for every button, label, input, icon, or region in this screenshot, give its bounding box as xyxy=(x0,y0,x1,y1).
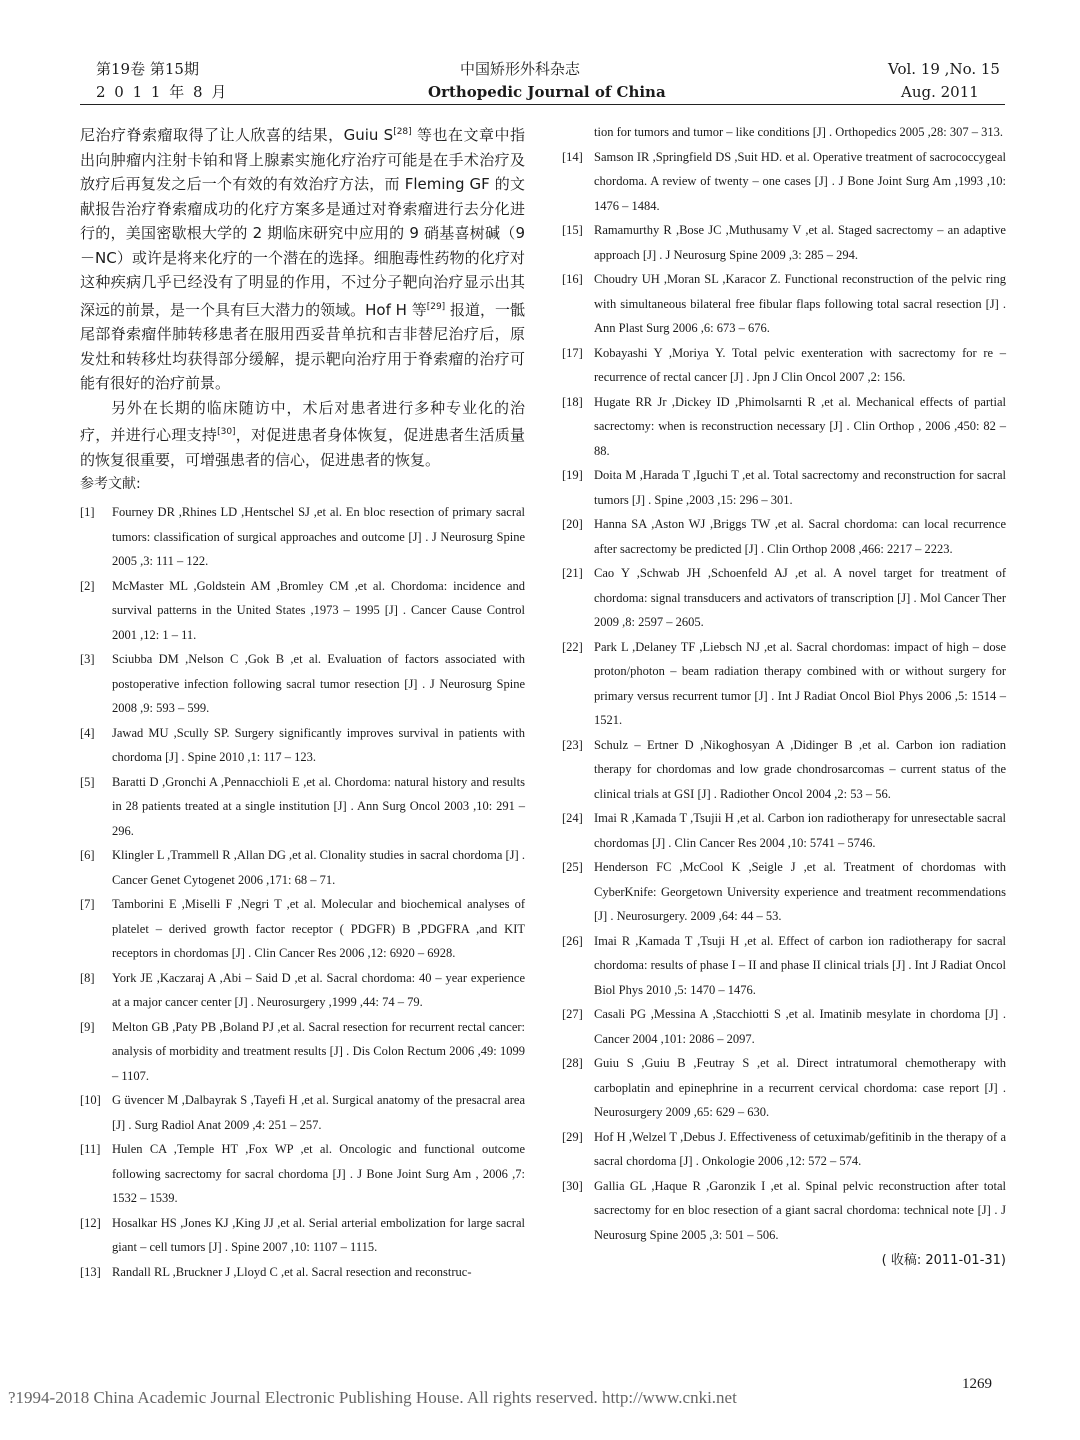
copyright-footer: ?1994-2018 China Academic Journal Electronic Publishing House. All rights reserved. http://www.cnki.net xyxy=(8,1388,737,1407)
reference-text: Hugate RR Jr ,Dickey ID ,Phimolsarnti R ,et al. Mechanical effects of partial sacrectomy: when is reconstruction necessary [J] . Clin Orthop , 2006 ,450: 82 – 88. xyxy=(594,394,1006,458)
citation-mark: [28] xyxy=(393,127,412,137)
body-text: 报道，一骶尾部脊索瘤伴肺转移患者在服用西妥昔单抗和吉非替尼治疗后，原发灶和转移灶均获得部分缓解，提示靶向治疗用于脊索瘤的治疗可能有很好的治疗前景。 xyxy=(80,300,525,392)
reference-number: [8] xyxy=(80,970,95,985)
reference-item xyxy=(562,390,1006,464)
header-journal-cn: 中国矫形外科杂志 xyxy=(460,60,581,78)
reference-text: York JE ,Kaczaraj A ,Abi – Said D ,et al. Sacral chordoma: 40 – year experience at a major cancer center [J] . Neurosurgery ,1999 ,44: 74 – 79. xyxy=(112,970,525,1009)
references-heading: 参考文献: xyxy=(80,476,141,492)
reference-item xyxy=(562,855,1006,929)
header-rule xyxy=(80,104,1005,105)
reference-number: [26] xyxy=(562,933,583,948)
reference-text: Tamborini E ,Miselli F ,Negri T ,et al. Molecular and biochemical analyses of platelet – derived growth factor receptor ( PDGFR) B ,PDGFRA ,and KIT receptors in chordomas [J] . Clin Cancer Res 2006 ,12: 6920 – 6928. xyxy=(112,897,525,960)
reference-text: Samson IR ,Springfield DS ,Suit HD. et al. Operative treatment of sacrococcygeal chordoma. A review of twenty – one cases [J] . J Bone Joint Surg Am ,1993 ,10: 1476 – 1484. xyxy=(594,149,1006,213)
reference-number: [25] xyxy=(562,860,583,874)
header-date-en: Aug. 2011 xyxy=(901,83,979,101)
reference-number: [9] xyxy=(80,1019,95,1034)
reference-number xyxy=(562,120,594,145)
reference-text: Imai R ,Kamada T ,Tsuji H ,et al. Effect of carbon ion radiotherapy for sacral chordoma: results of phase I – II and phase II clinical trials [J] . Int J Radiat Oncol Biol Phys 2010 ,5: 1470 – 1476. xyxy=(594,933,1006,997)
reference-number: [30] xyxy=(562,1178,583,1193)
reference-number: [19] xyxy=(562,468,583,482)
reference-number: [5] xyxy=(80,774,95,789)
reference-number: [24] xyxy=(562,811,583,825)
reference-number: [18] xyxy=(562,394,583,409)
reference-item xyxy=(562,1051,1006,1125)
body-text: 另外在长期的临床随访中，术后对患者进行多种专业化的治疗，并进行心理支持 xyxy=(80,398,525,444)
reference-number: [16] xyxy=(562,272,583,286)
reference-number: [22] xyxy=(562,639,583,654)
reference-text: Choudry UH ,Moran SL ,Karacor Z. Functional reconstruction of the pelvic ring with simultaneous bilateral free fibular flaps following total sacral resection [J] . Ann Plast Surg 2006 ,6: 673 – 676. xyxy=(594,272,1006,335)
reference-item xyxy=(562,145,1006,219)
reference-number: [4] xyxy=(80,725,95,740)
header-volume-en: Vol. 19 ,No. 15 xyxy=(888,60,1000,78)
references-list-right xyxy=(562,120,1006,1247)
reference-item xyxy=(80,574,525,648)
reference-item xyxy=(80,1015,525,1089)
reference-text: Kobayashi Y ,Moriya Y. Total pelvic exenteration with sacrectomy for re – recurrence of rectal cancer [J] . Jpn J Clin Oncol 2007 ,2: 156. xyxy=(594,345,1006,384)
body-paragraph-1 xyxy=(80,120,525,396)
reference-text: G üvencer M ,Dalbayrak S ,Tayefi H ,et al. Surgical anatomy of the presacral area [J] . Surg Radiol Anat 2009 ,4: 251 – 257. xyxy=(112,1093,525,1132)
reference-item xyxy=(562,120,1006,145)
body-text: ，对促进患者身体恢复，促进患者生活质量的恢复很重要，可增强患者的信心，促进患者的恢复。 xyxy=(80,426,525,469)
right-column xyxy=(562,120,1006,1268)
reference-number: [15] xyxy=(562,223,583,237)
reference-number: [17] xyxy=(562,345,583,360)
reference-number: [7] xyxy=(80,897,95,911)
reference-item xyxy=(80,500,525,574)
reference-text: Fourney DR ,Rhines LD ,Hentschel SJ ,et al. En bloc resection of primary sacral tumors: classification of surgical approaches and outcome [J] . J Neurosurg Spine 2005 ,3: 111 – 122. xyxy=(112,505,525,568)
header-date-cn: 2 0 1 1 年 8 月 xyxy=(96,83,229,101)
reference-text: Guiu S ,Guiu B ,Feutray S ,et al. Direct intratumoral chemotherapy with carboplatin and epinephrine in a recurrent cervical chordoma: case report [J] . Neurosurgery 2009 ,65: 629 – 630. xyxy=(594,1056,1006,1119)
reference-text: tion for tumors and tumor – like conditions [J] . Orthopedics 2005 ,28: 307 – 313. xyxy=(594,125,1003,139)
reference-item xyxy=(562,806,1006,855)
reference-number: [1] xyxy=(80,505,95,519)
reference-text: Imai R ,Kamada T ,Tsujii H ,et al. Carbon ion radiotherapy for unresectable sacral chordomas [J] . Clin Cancer Res 2004 ,10: 5741 – 5746. xyxy=(594,811,1006,850)
reference-item xyxy=(562,218,1006,267)
reference-text: Hof H ,Welzel T ,Debus J. Effectiveness of cetuximab/gefitinib in the therapy of a sacral chordoma [J] . Onkologie 2006 ,12: 572 – 574. xyxy=(594,1129,1006,1168)
citation-mark: [30] xyxy=(217,427,236,437)
body-text: 尼治疗脊索瘤取得了让人欣喜的结果，Guiu S xyxy=(80,126,394,144)
reference-text: Melton GB ,Paty PB ,Boland PJ ,et al. Sacral resection for recurrent rectal cancer: analysis of morbidity and treatment results [J] . Dis Colon Rectum 2006 ,49: 1099 – 1107. xyxy=(112,1019,525,1083)
reference-number: [10] xyxy=(80,1093,101,1107)
reference-number: [14] xyxy=(562,149,583,164)
reference-number: [2] xyxy=(80,578,95,593)
reference-item xyxy=(562,929,1006,1003)
reference-text: Hanna SA ,Aston WJ ,Briggs TW ,et al. Sacral chordoma: can local recurrence after sacrectomy be predicted [J] . Clin Orthop 2008 ,466: 2217 – 2223. xyxy=(594,517,1006,556)
left-column xyxy=(80,120,525,1284)
reference-item xyxy=(80,647,525,721)
header-volume-cn: 第19卷 第15期 xyxy=(96,60,199,78)
reference-item xyxy=(562,341,1006,390)
reference-number: [3] xyxy=(80,652,95,666)
reference-text: Casali PG ,Messina A ,Stacchiotti S ,et al. Imatinib mesylate in chordoma [J] . Cancer 2004 ,101: 2086 – 2097. xyxy=(594,1007,1006,1046)
reference-item xyxy=(562,512,1006,561)
reference-text: Hosalkar HS ,Jones KJ ,King JJ ,et al. Serial arterial embolization for large sacral giant – cell tumors [J] . Spine 2007 ,10: 1107 – 1115. xyxy=(112,1215,525,1254)
reference-item xyxy=(80,1137,525,1211)
reference-text: Klingler L ,Trammell R ,Allan DG ,et al. Clonality studies in sacral chordoma [J] . Cancer Genet Cytogenet 2006 ,171: 68 – 71. xyxy=(112,848,525,887)
reference-number: [20] xyxy=(562,517,583,531)
reference-text: Baratti D ,Gronchi A ,Pennacchioli E ,et al. Chordoma: natural history and results in 28 patients treated at a single institution [J] . Ann Surg Oncol 2003 ,10: 291 – 296. xyxy=(112,774,525,838)
reference-text: Doita M ,Harada T ,Iguchi T ,et al. Total sacrectomy and reconstruction for sacral tumors [J] . Spine ,2003 ,15: 296 – 301. xyxy=(594,468,1006,507)
reference-item xyxy=(80,966,525,1015)
body-paragraph-2 xyxy=(80,396,525,473)
reference-number: [6] xyxy=(80,848,95,862)
reference-text: Schulz – Ertner D ,Nikoghosyan A ,Didinger B ,et al. Carbon ion radiation therapy for chordomas and low grade chondrosarcomas – current status of the clinical trials at GSI [J] . Radiother Oncol 2004 ,2: 53 – 56. xyxy=(594,737,1006,801)
reference-text: Cao Y ,Schwab JH ,Schoenfeld AJ ,et al. A novel target for treatment of chordoma: signal transducers and activators of transcription [J] . Mol Cancer Ther 2009 ,8: 2597 – 2605. xyxy=(594,566,1006,629)
reference-item xyxy=(80,843,525,892)
reference-text: Hulen CA ,Temple HT ,Fox WP ,et al. Oncologic and functional outcome following sacrectomy for sacral chordoma [J] . J Bone Joint Surg Am , 2006 ,7: 1532 – 1539. xyxy=(112,1142,525,1205)
reference-item xyxy=(562,1002,1006,1051)
reference-item xyxy=(80,892,525,966)
reference-item xyxy=(562,733,1006,807)
reference-item xyxy=(562,267,1006,341)
reference-item xyxy=(562,1125,1006,1174)
reference-item xyxy=(80,1088,525,1137)
reference-text: Park L ,Delaney TF ,Liebsch NJ ,et al. Sacral chordomas: impact of high – dose proton/photon – beam radiation therapy combined with or without surgery for primary versus recurrent tumor [J] . Int J Radiat Oncol Biol Phys 2006 ,5: 1514 – 1521. xyxy=(594,639,1006,727)
reference-item xyxy=(562,561,1006,635)
reference-number: [21] xyxy=(562,566,583,580)
reference-item xyxy=(562,635,1006,733)
reference-number: [23] xyxy=(562,737,583,752)
reference-text: Gallia GL ,Haque R ,Garonzik I ,et al. Spinal pelvic reconstruction after total sacrectomy for en bloc resection of a giant sacral chordoma: technical note [J] . J Neurosurg Spine 2005 ,3: 501 – 506. xyxy=(594,1178,1006,1242)
reference-number: [12] xyxy=(80,1215,101,1230)
reference-item xyxy=(562,463,1006,512)
reference-text: Randall RL ,Bruckner J ,Lloyd C ,et al. Sacral resection and reconstruc- xyxy=(112,1264,472,1279)
received-date: ( 收稿: 2011-01-31) xyxy=(881,1253,1006,1268)
reference-text: Jawad MU ,Scully SP. Surgery significantly improves survival in patients with chordoma [J] . Spine 2010 ,1: 117 – 123. xyxy=(112,725,525,764)
references-list-left xyxy=(80,500,525,1284)
reference-number: [13] xyxy=(80,1264,101,1279)
citation-mark: [29] xyxy=(426,301,446,312)
reference-text: Ramamurthy R ,Bose JC ,Muthusamy V ,et al. Staged sacrectomy – an adaptive approach [J] . J Neurosurg Spine 2009 ,3: 285 – 294. xyxy=(594,223,1006,262)
reference-number: [11] xyxy=(80,1142,101,1156)
reference-item xyxy=(80,1211,525,1260)
reference-number: [27] xyxy=(562,1007,583,1021)
reference-item xyxy=(80,721,525,770)
header-journal-en: Orthopedic Journal of China xyxy=(428,83,666,101)
reference-item xyxy=(80,770,525,844)
page-number: 1269 xyxy=(962,1376,992,1392)
reference-text: Henderson FC ,McCool K ,Seigle J ,et al. Treatment of chordomas with CyberKnife: Georgetown University experience and treatment recommendations [J] . Neurosurgery. 2009 ,64: 44 – 53. xyxy=(594,860,1006,923)
reference-item xyxy=(80,1260,525,1285)
reference-text: Sciubba DM ,Nelson C ,Gok B ,et al. Evaluation of factors associated with postoperative infection following sacral tumor resection [J] . J Neurosurg Spine 2008 ,9: 593 – 599. xyxy=(112,652,525,715)
reference-item xyxy=(562,1174,1006,1248)
reference-text: McMaster ML ,Goldstein AM ,Bromley CM ,et al. Chordoma: incidence and survival patterns in the United States ,1973 – 1995 [J] . Cancer Cause Control 2001 ,12: 1 – 11. xyxy=(112,578,525,642)
reference-number: [28] xyxy=(562,1056,583,1070)
reference-number: [29] xyxy=(562,1129,583,1144)
body-text: 等也在文章中指出向肿瘤内注射卡铂和肾上腺素实施化疗治疗可能是在手术治疗及放疗后再复发之后一个有效的有效治疗方法，而 Fleming GF 的文献报告治疗脊索瘤成功的化疗方案多是通过对脊索瘤进行去分化进行的，美国密歇根大学的 2 期临床研究中应用的 9 硝基喜树碱（9－NC）或许是将来化疗的一个潜在的选择。细胞毒性药物的化疗对这种疾病几乎已经没有了明显的作用，不过分子靶向治疗显示出其深远的前景，是一个具有巨大潜力的领域。Hof H 等 xyxy=(80,126,525,319)
